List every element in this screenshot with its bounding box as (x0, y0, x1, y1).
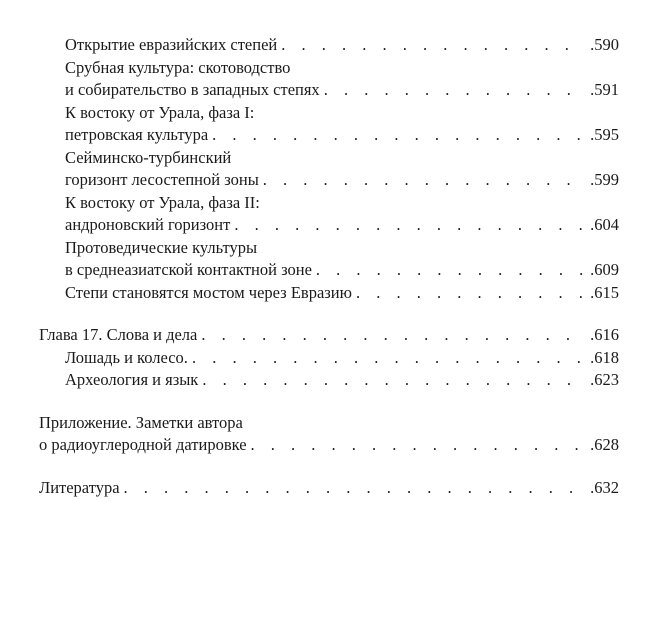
literature-title: Литература (39, 477, 120, 497)
dot-leader (251, 434, 587, 457)
toc-entry[interactable] (39, 57, 619, 102)
toc-entry[interactable] (39, 192, 619, 237)
toc-page-number: .591 (590, 80, 619, 99)
toc-page-number: .632 (590, 477, 619, 497)
toc-entry[interactable] (39, 347, 619, 370)
toc-entry[interactable] (39, 237, 619, 282)
toc-page-number: .604 (590, 215, 619, 234)
dot-leader (356, 282, 586, 305)
toc-entry-title-line: К востоку от Урала, фаза II: (65, 192, 260, 212)
toc-page-number: .618 (590, 347, 619, 367)
toc-entry-title: Степи становятся мостом через Евразию (65, 282, 352, 302)
dot-leader (324, 79, 586, 102)
toc-entry[interactable] (39, 369, 619, 392)
toc-entry-title: Открытие евразийских степей (65, 35, 278, 54)
dot-leader (212, 124, 586, 147)
spacer (39, 392, 619, 412)
toc-entry-title-line: Срубная культура: скотоводство (65, 57, 291, 77)
spacer (39, 457, 619, 477)
dot-leader (234, 214, 586, 237)
appendix-title-line: Приложение. Заметки автора (39, 412, 243, 432)
toc-entry-title: в среднеазиатской контактной зоне (65, 260, 312, 279)
table-of-contents (39, 34, 619, 499)
dot-leader (202, 369, 586, 392)
toc-page-number: .623 (590, 370, 619, 389)
dot-leader (201, 324, 586, 347)
toc-entry-title-line: К востоку от Урала, фаза I: (65, 102, 255, 122)
toc-page-number: .628 (590, 435, 619, 454)
toc-page-number: .599 (590, 170, 619, 189)
chapter-title: Глава 17. Слова и дела (39, 325, 198, 344)
toc-page-number: .616 (590, 325, 619, 344)
toc-entry-title: Археология и язык (65, 370, 199, 389)
toc-page-number: .615 (590, 282, 619, 302)
appendix-title: о радиоуглеродной датировке (39, 435, 247, 454)
toc-entry-title: петровская культура (65, 125, 209, 144)
toc-literature-entry[interactable] (39, 477, 619, 500)
dot-leader (124, 477, 587, 500)
toc-entry[interactable] (39, 282, 619, 305)
dot-leader (316, 259, 586, 282)
dot-leader (192, 347, 586, 370)
toc-entry-title-line: Сейминско-турбинский (65, 147, 232, 167)
dot-leader (263, 169, 586, 192)
toc-chapter-entry[interactable] (39, 324, 619, 347)
toc-appendix-entry[interactable] (39, 412, 619, 457)
toc-entry[interactable] (39, 102, 619, 147)
toc-page-number: .595 (590, 125, 619, 144)
toc-entry-title: андроновский горизонт (65, 215, 231, 234)
spacer (39, 304, 619, 324)
toc-entry-title: и собирательство в западных степях (65, 80, 320, 99)
toc-page-number: .609 (590, 260, 619, 279)
toc-entry-title: Лошадь и колесо. (65, 347, 188, 367)
dot-leader (281, 34, 586, 57)
toc-entry-title-line: Протоведические культуры (65, 237, 258, 257)
toc-entry-title: горизонт лесостепной зоны (65, 170, 259, 189)
toc-entry[interactable] (39, 147, 619, 192)
toc-entry[interactable] (39, 34, 619, 57)
toc-page-number: .590 (590, 35, 619, 54)
